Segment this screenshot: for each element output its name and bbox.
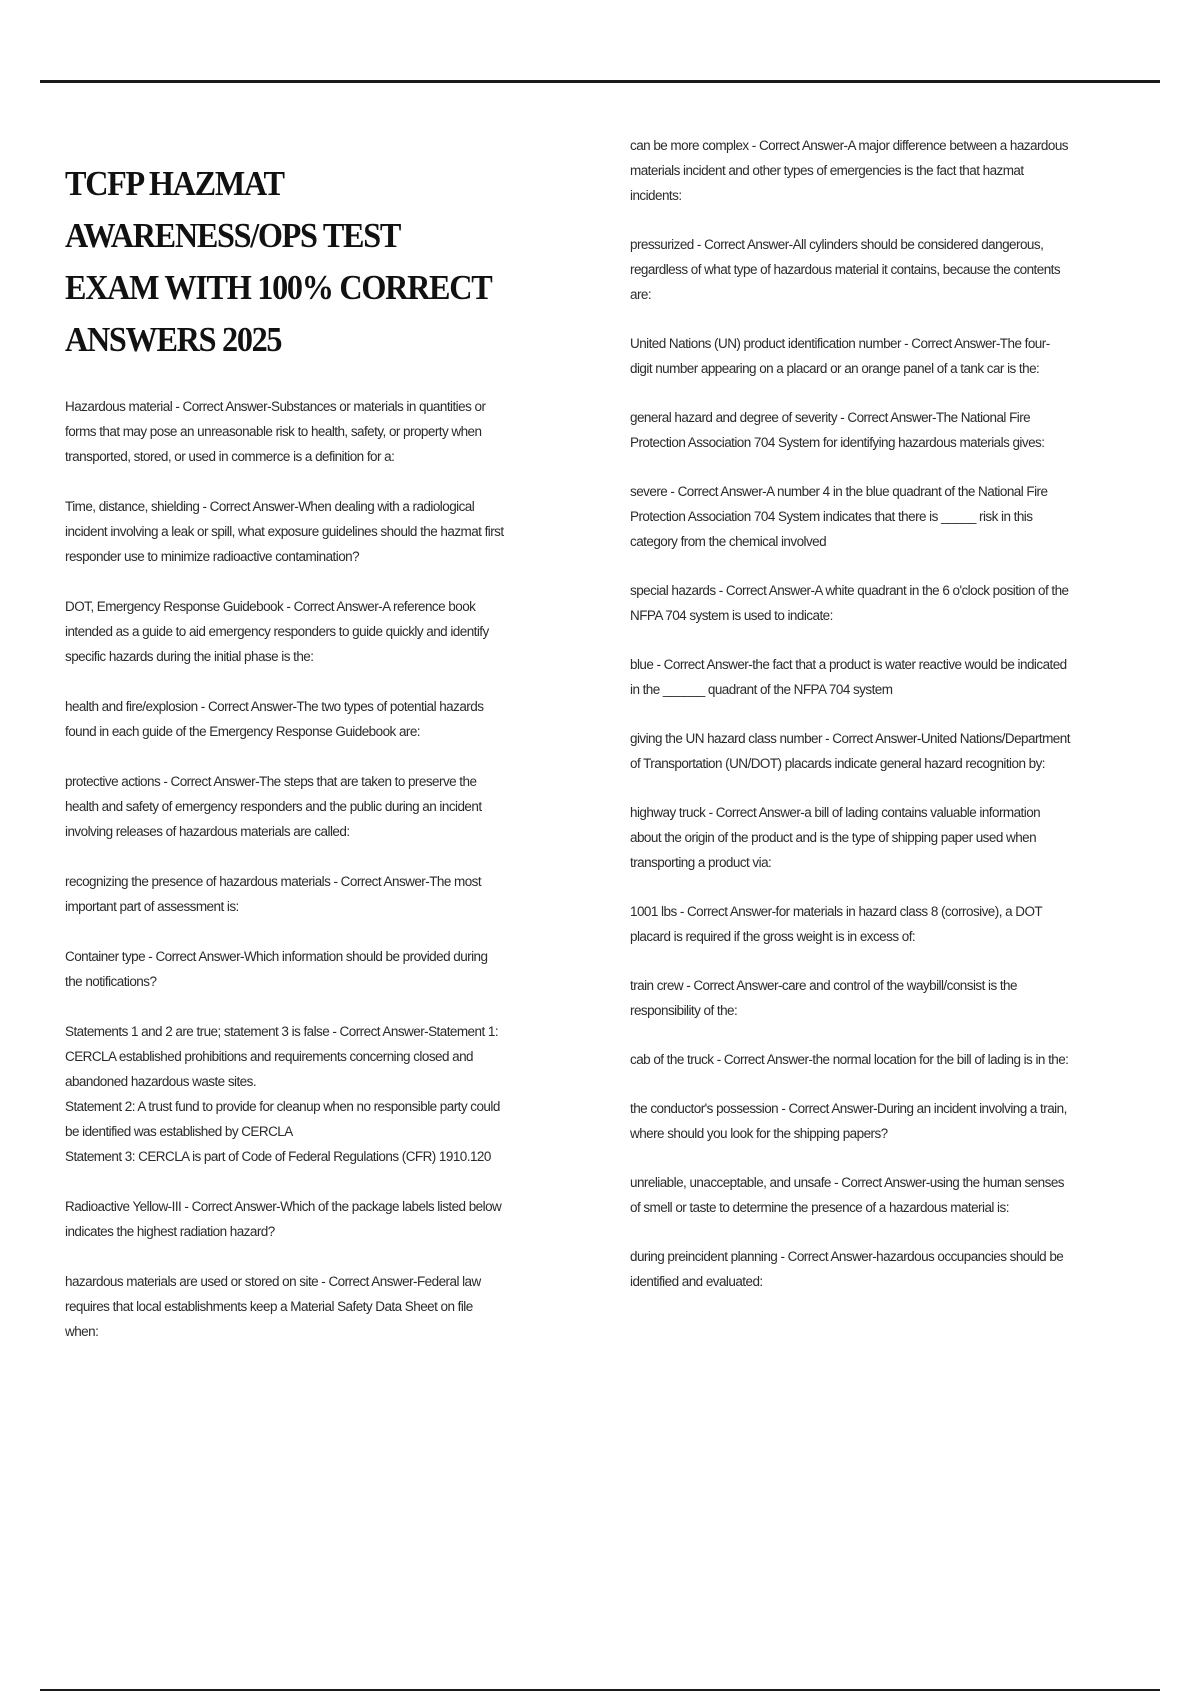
qa-item: special hazards - Correct Answer-A white quadrant in the 6 o'clock position of the NFPA 704 system is used to indicate: [630, 583, 1069, 623]
qa-item: train crew - Correct Answer-care and control of the waybill/consist is the responsibility of the: [630, 978, 1017, 1018]
qa-item: United Nations (UN) product identification number - Correct Answer-The four-digit number appearing on a placard or an orange panel of a tank car is the: [630, 336, 1050, 376]
qa-item: Time, distance, shielding - Correct Answer-When dealing with a radiological incident involving a leak or spill, what exposure guidelines should the hazmat first responder use to minimize radioactive contamination? [65, 499, 504, 564]
qa-item: DOT, Emergency Response Guidebook - Correct Answer-A reference book intended as a guide to aid emergency responders to guide quickly and identify specific hazards during the initial phase is the: [65, 599, 489, 664]
qa-item: highway truck - Correct Answer-a bill of lading contains valuable information about the origin of the product and is the type of shipping paper used when transporting a product via: [630, 805, 1041, 870]
qa-item: Statements 1 and 2 are true; statement 3 is false - Correct Answer-Statement 1: CERCLA established prohibitions and requirements concerning closed and abandoned hazardous waste sites. Statement 2: A trust fund to provide for cleanup when no responsible party could be identified was established by CERCLA Statement 3: CERCLA is part of Code of Federal Regulations (CFR) 1910.120 [65, 1024, 500, 1164]
left-column [65, 158, 505, 1369]
document-title: TCFP HAZMAT AWARENESS/OPS TEST EXAM WITH 100% CORRECT ANSWERS 2025 [65, 164, 491, 359]
qa-item: hazardous materials are used or stored on site - Correct Answer-Federal law requires that local establishments keep a Material Safety Data Sheet on file when: [65, 1274, 481, 1339]
qa-item: Radioactive Yellow-III - Correct Answer-Which of the package labels listed below indicates the highest radiation hazard? [65, 1199, 502, 1239]
qa-item: cab of the truck - Correct Answer-the normal location for the bill of lading is in the: [630, 1052, 1069, 1067]
qa-item: Container type - Correct Answer-Which information should be provided during the notifications? [65, 949, 488, 989]
qa-item: pressurized - Correct Answer-All cylinders should be considered dangerous, regardless of what type of hazardous material it contains, because the contents are: [630, 237, 1061, 302]
right-qa-list [630, 133, 1070, 1294]
qa-item: general hazard and degree of severity - Correct Answer-The National Fire Protection Association 704 System for identifying hazardous materials gives: [630, 410, 1045, 450]
qa-item: can be more complex - Correct Answer-A major difference between a hazardous materials incident and other types of emergencies is the fact that hazmat incidents: [630, 138, 1068, 203]
qa-item: recognizing the presence of hazardous materials - Correct Answer-The most important part of assessment is: [65, 874, 482, 914]
qa-item: Hazardous material - Correct Answer-Substances or materials in quantities or forms that may pose an unreasonable risk to health, safety, or property when transported, stored, or used in commerce is a definition for a: [65, 399, 486, 464]
qa-item: during preincident planning - Correct Answer-hazardous occupancies should be identified and evaluated: [630, 1249, 1064, 1289]
qa-item: unreliable, unacceptable, and unsafe - Correct Answer-using the human senses of smell or taste to determine the presence of a hazardous material is: [630, 1175, 1064, 1215]
qa-item: giving the UN hazard class number - Correct Answer-United Nations/Department of Transportation (UN/DOT) placards indicate general hazard recognition by: [630, 731, 1070, 771]
qa-item: health and fire/explosion - Correct Answer-The two types of potential hazards found in each guide of the Emergency Response Guidebook are: [65, 699, 484, 739]
right-column [630, 133, 1070, 1318]
qa-item: blue - Correct Answer-the fact that a product is water reactive would be indicated in the ______ quadrant of the NFPA 704 system [630, 657, 1067, 697]
qa-item: the conductor's possession - Correct Answer-During an incident involving a train, where should you look for the shipping papers? [630, 1101, 1067, 1141]
header-divider [40, 80, 1160, 83]
left-qa-list [65, 394, 505, 1344]
footer-divider [40, 1689, 1160, 1691]
qa-item: protective actions - Correct Answer-The steps that are taken to preserve the health and safety of emergency responders and the public during an incident involving releases of hazardous materials are called: [65, 774, 482, 839]
qa-item: severe - Correct Answer-A number 4 in the blue quadrant of the National Fire Protection Association 704 System indicates that there is _____ risk in this category from the chemical involved [630, 484, 1048, 549]
qa-item: 1001 lbs - Correct Answer-for materials in hazard class 8 (corrosive), a DOT placard is required if the gross weight is in excess of: [630, 904, 1042, 944]
